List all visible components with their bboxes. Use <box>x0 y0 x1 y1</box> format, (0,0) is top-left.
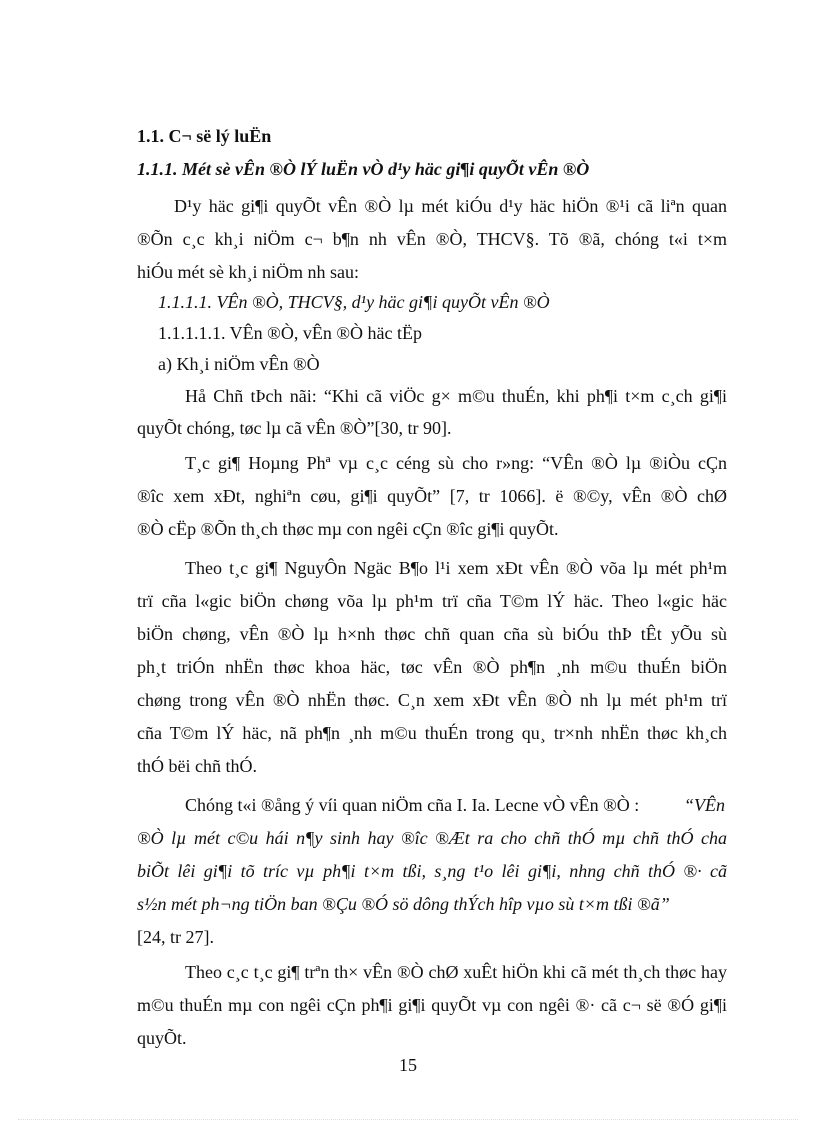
paragraph-line: ®Ò cËp ®Õn th¸ch thøc mµ con ngêi cÇn ®îc gi¶i quyÕt. <box>137 519 559 539</box>
paragraph-line: Hå Chñ tÞch nãi: “Khi cã viÖc g× m©u thuÉn, khi ph¶i t×m c¸ch gi¶i <box>185 386 727 406</box>
section-heading: 1.1. C¬ së lý luËn <box>137 126 272 146</box>
quote-start: “VÊn <box>684 795 726 815</box>
citation-line: [24, tr 27]. <box>137 927 214 947</box>
quote-line: ®Ò lµ mét c©u hái n¶y sinh hay ®îc ®Æt ra cho chñ thÓ mµ chñ thÓ cha <box>137 828 727 848</box>
paragraph-line: quyÕt. <box>137 1028 187 1048</box>
heading-a: a) Kh¸i niÖm vÊn ®Ò <box>158 354 320 374</box>
page-number: 15 <box>399 1055 417 1075</box>
paragraph-line: ®Õn c¸c kh¸i niÖm c¬ b¶n nh vÊn ®Ò, THCV§. Tõ ®ã, chóng t«i t×m <box>137 229 727 249</box>
paragraph-line: Chóng t«i ®ång ý víi quan niÖm cña I. Ia. Lecne vÒ vÊn ®Ò : <box>185 795 640 815</box>
paragraph-line: thÓ bëi chñ thÓ. <box>137 756 257 776</box>
quote-line: s½n mét ph¬ng tiÖn ban ®Çu ®Ó sö dông thÝch hîp vµo sù t×m tßi ®ã” <box>137 894 670 914</box>
paragraph-line: quyÕt chóng, tøc lµ cã vÊn ®Ò”[30, tr 90]. <box>137 418 452 438</box>
quote-line: biÕt lêi gi¶i tõ tríc vµ ph¶i t×m tßi, s¸ng t¹o lêi gi¶i, nhng chñ thÓ ®· cã <box>137 861 727 881</box>
heading-1111: 1.1.1.1. VÊn ®Ò, THCV§, d¹y häc gi¶i quyÕt vÊn ®Ò <box>158 292 550 312</box>
paragraph-line: hiÓu mét sè kh¸i niÖm nh sau: <box>137 262 359 282</box>
paragraph-line: chøng trong vÊn ®Ò nhËn thøc. C¸n xem xÐt vÊn ®Ò nh lµ mét ph¹m trï <box>137 690 727 710</box>
heading-11111: 1.1.1.1.1. VÊn ®Ò, vÊn ®Ò häc tËp <box>158 323 422 343</box>
paragraph-line: ph¸t triÓn nhËn thøc khoa häc, tøc vÊn ®Ò ph¶n ¸nh m©u thuÉn biÖn <box>137 657 727 677</box>
paragraph-line: ®îc xem xÐt, nghiªn cøu, gi¶i quyÕt” [7, tr 1066]. ë ®©y, vÊn ®Ò chØ <box>137 486 727 506</box>
paragraph-line: biÖn chøng, vÊn ®Ò lµ h×nh thøc chñ quan cña sù biÓu thÞ tÊt yÕu sù <box>137 624 727 644</box>
paragraph-line: D¹y häc gi¶i quyÕt vÊn ®Ò lµ mét kiÓu d¹y häc hiÖn ®¹i cã liªn quan <box>174 196 727 216</box>
paragraph-line: cña T©m lÝ häc, nã ph¶n ¸nh m©u thuÉn trong qu¸ tr×nh nhËn thøc kh¸ch <box>137 723 727 743</box>
paragraph-line: m©u thuÉn mµ con ngêi cÇn ph¶i gi¶i quyÕt vµ con ngêi ®· cã c¬ së ®Ó gi¶i <box>137 995 727 1015</box>
subsection-heading: 1.1.1. Mét sè vÊn ®Ò lÝ luËn vÒ d¹y häc gi¶i quyÕt vÊn ®Ò <box>137 159 590 179</box>
paragraph-line: Theo c¸c t¸c gi¶ trªn th× vÊn ®Ò chØ xuÊt hiÖn khi cã mét th¸ch thøc hay <box>185 962 727 982</box>
paragraph-line: T¸c gi¶ Hoµng Phª vµ c¸c céng sù cho r»ng: “VÊn ®Ò lµ ®iÒu cÇn <box>185 453 727 473</box>
paragraph-line: trï cña l«gic biÖn chøng võa lµ ph¹m trï cña T©m lÝ häc. Theo l«gic häc <box>137 591 727 611</box>
paragraph-line: Theo t¸c gi¶ NguyÔn Ngäc B¶o l¹i xem xÐt vÊn ®Ò võa lµ mét ph¹m <box>185 558 727 578</box>
page-bottom-divider <box>18 1119 798 1120</box>
